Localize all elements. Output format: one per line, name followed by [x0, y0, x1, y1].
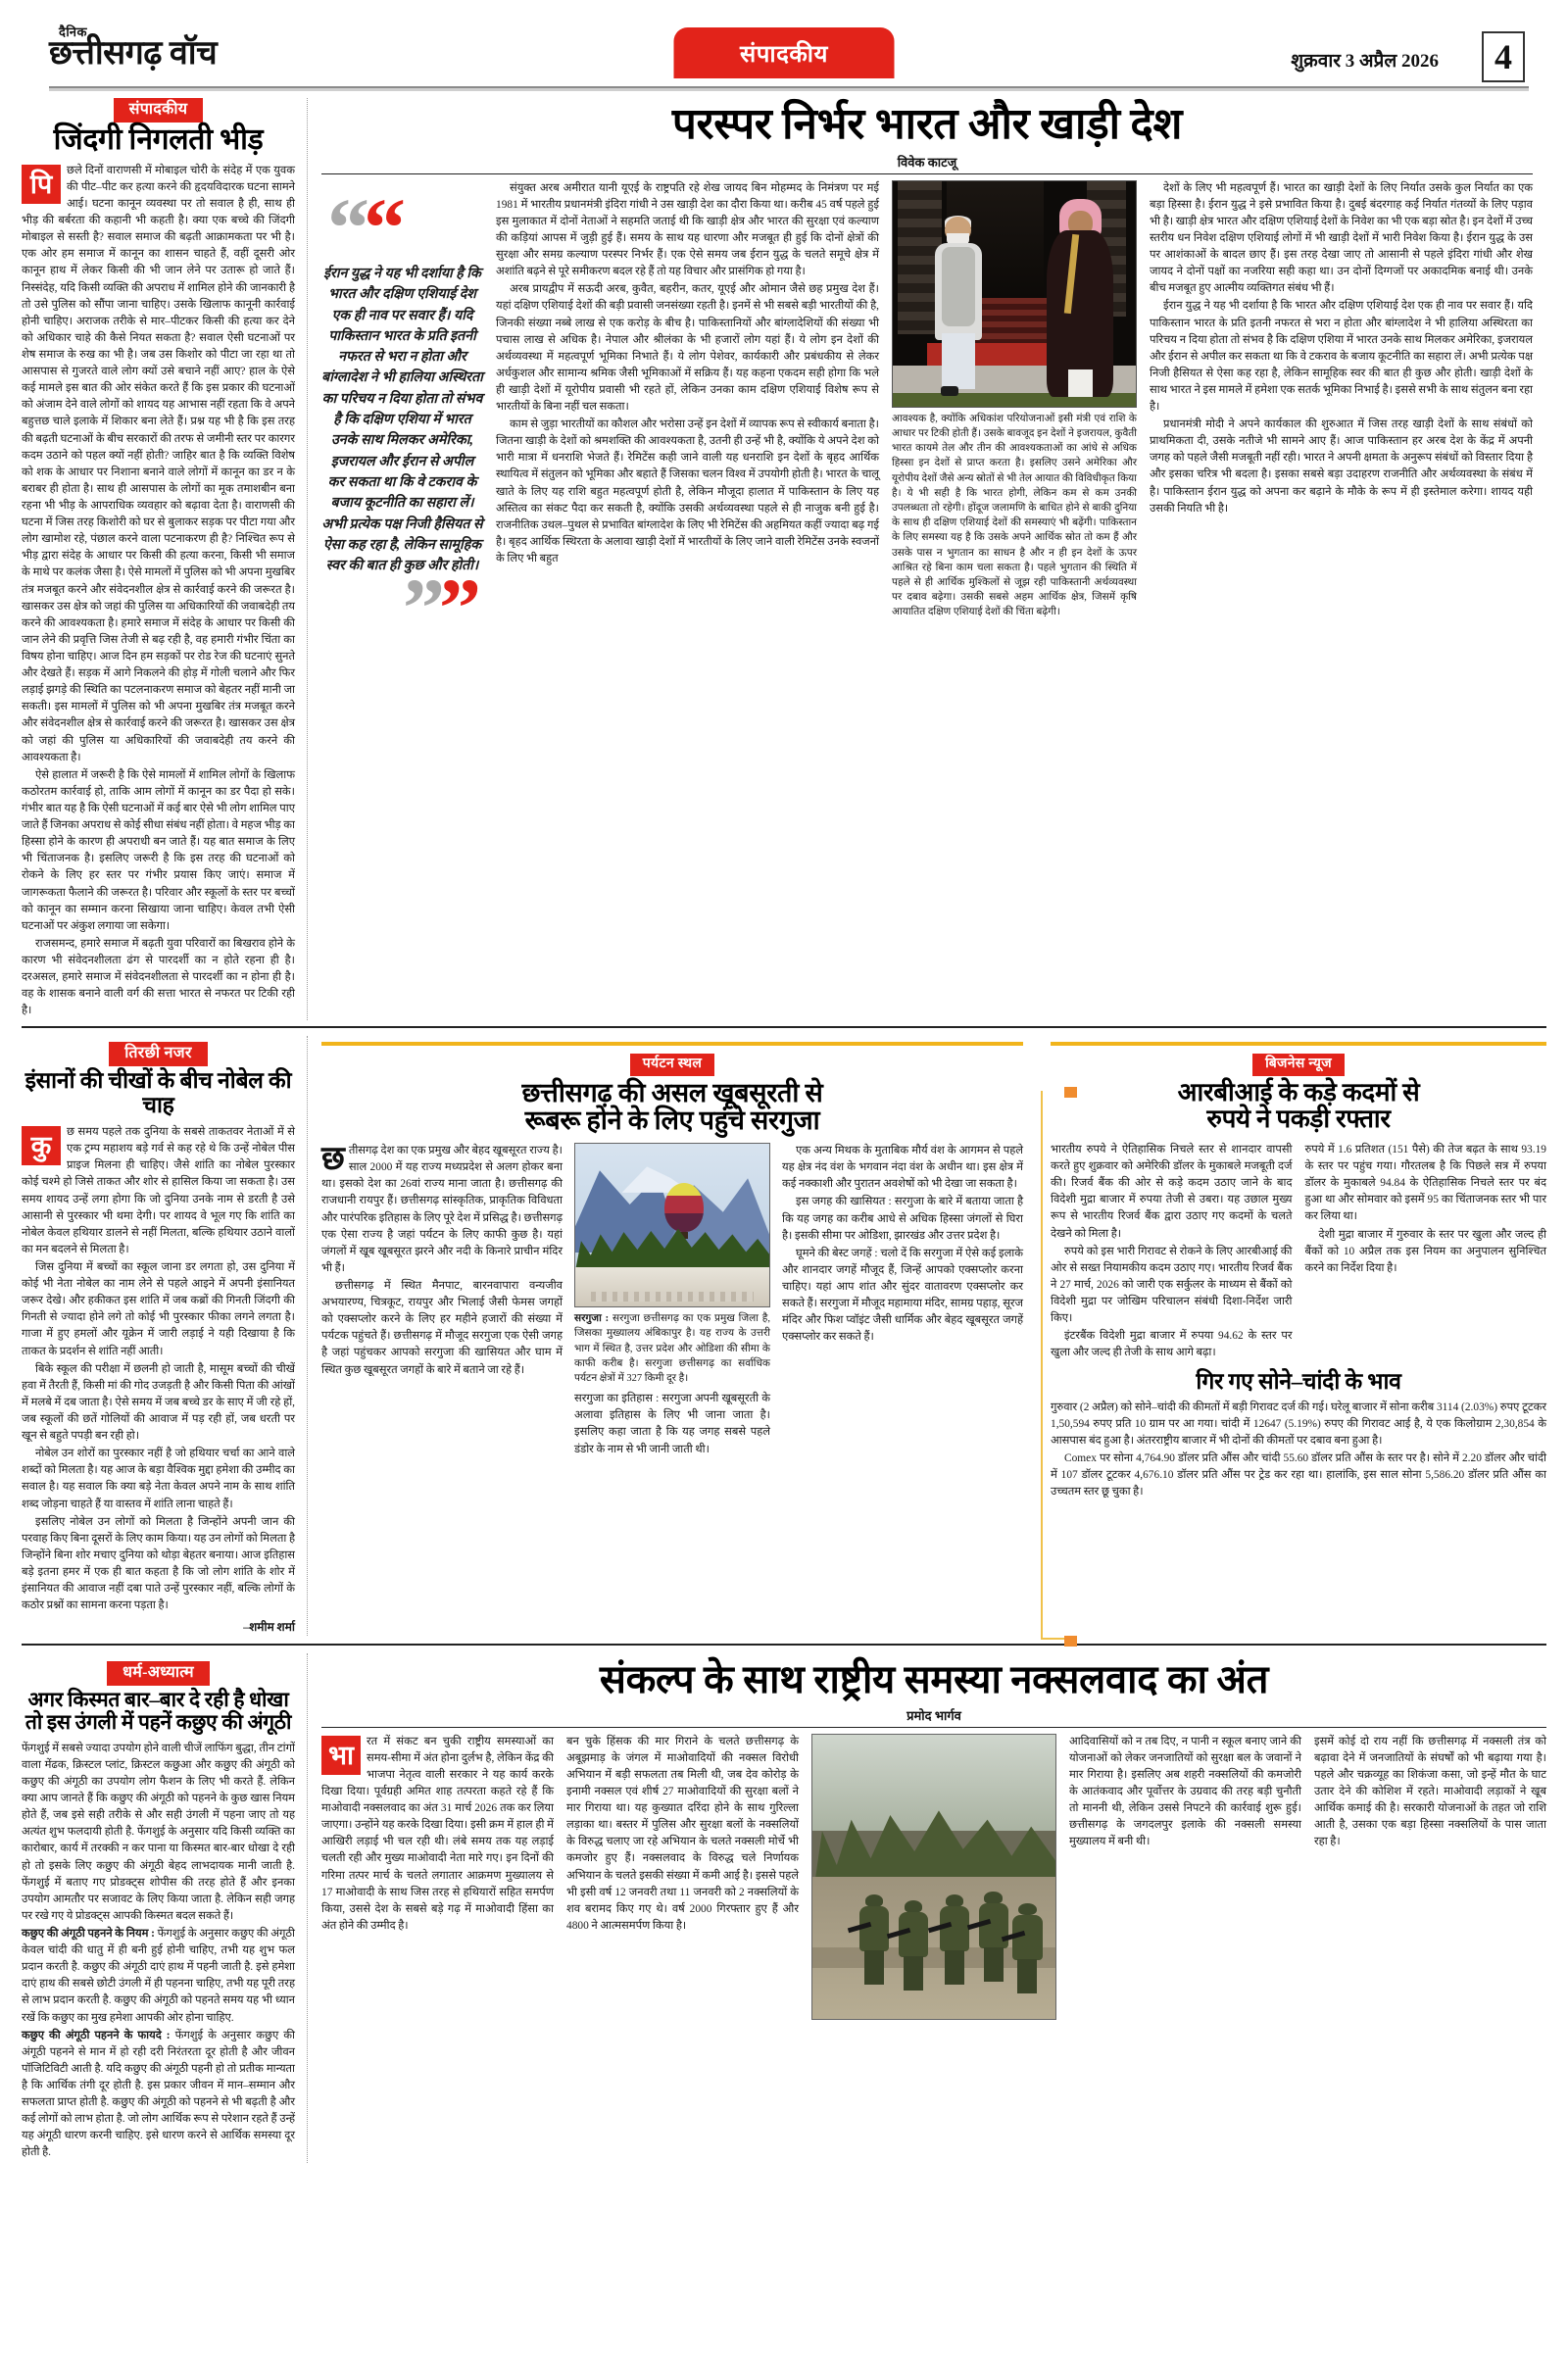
masthead [22, 18, 1546, 94]
business-headline-1: आरबीआई के कड़े कदमों से [1177, 1077, 1420, 1106]
dharma-sec2-title: कछुए की अंगूठी पहनने के फायदे : [22, 2029, 171, 2041]
dharma-sec1-title: कछुए की अंगूठी पहनने के नियम : [22, 1928, 155, 1940]
tourism-headline-1: छत्तीसगढ़ की असल खूबसूरती से [521, 1077, 823, 1107]
naxal-photo-block [811, 1734, 1056, 2020]
main-col-2-text [1150, 180, 1533, 517]
photo-security-patrol [811, 1734, 1056, 2020]
gold-para-1: गुरुवार (2 अप्रैल) को सोने–चांदी की कीमतों में बड़ी गिरावट दर्ज की गई। घरेलू बाजार में सोना करीब 3114 (2.03%) रुपए टूटकर 1,50,594 रुपए प्रति 10 ग्राम पर आ गया। चांदी में 12647 (5.19%) रुपए की गिरावट आई है, ये एक किलोग्राम 2,30,854 के आसपास बंद हुआ है। अंतरराष्ट्रीय बाजार में भी दोनों की कीमतों पर दबाव बना हुआ है। [1051, 1401, 1546, 1447]
main-col-1-text [496, 180, 879, 568]
newspaper-logo[interactable] [49, 25, 217, 72]
naxal-headline: संकल्प के साथ राष्ट्रीय समस्या नक्सलवाद का अंत [599, 1657, 1269, 1702]
tourism-photo-block [574, 1143, 770, 1459]
naxal-col-4 [1314, 1734, 1546, 2020]
business-hook-dot-top [1064, 1087, 1077, 1098]
section-tab-editorial: संपादकीय [674, 27, 895, 78]
main-photo-caption: आवश्यक है, क्योंकि अधिकांश परियोजनाओं इसी मंत्री एवं राशि के आधार पर टिकी होती हैं। उसके बावजूद इन देशों ने इजरायल, कुवैती भारत कायमे तेल और तीन की आवश्यकताओं का आंधे से अधिक हिस्सा इन देशों से प्राप्त करता है। इसलिए उसने अमेरिका और यूरोपीय देशों जैसे अन्य स्रोतों से भी तेल आयात की विविधीकृत किया है। ये भी सही है कि भारत होगी, लेकिन कम से कम उनकी उपलब्धता तो रहेगी। होंदूज जलामणि के बाधित होने से बाकी दुनिया के साथ ही दक्षिण एशियाई देशों की समस्याएं भी बढ़ेंगी। पाकिस्तान के लिए समस्या यह है कि उसके अपने आर्थिक स्रोत तो कम हैं और उसके पास न भुगतान का साधन है और न ही इन देशों के ऊपर आश्रित रहे बिना काम चला सकता है। पहले भुगतान की स्थिति में पहले से ही आर्थिक मुश्किलों से जूझ रही पाकिस्तानी अर्थव्यवस्था पर दबाव बढ़ेगा। उसकी सबसे अहम आर्थिक क्षेत्र, जिसमें कृषि आयातित दक्षिण एशियाई देशों की चिंता बढ़ेगी। [892, 413, 1137, 618]
logo-prefix: दैनिक [59, 25, 87, 39]
dharma-headline-2: तो इस उंगली में पहनें कछुए की अंगूठी [24, 1709, 292, 1734]
tourism-col-history [574, 1391, 770, 1457]
naxal-col-2 [566, 1734, 799, 2020]
page-number: 4 [1482, 31, 1525, 82]
main-col-2 [1150, 180, 1533, 635]
tourism-para-5: इस जगह की खासियत : सरगुजा के बारे में बताया जाता है कि यह जगह का करीब आधे से अधिक हिस्सा जंगलों से घिरा है। इसकी सीमा पर ओडिशा, झारखंड और उत्तर प्रदेश है। [782, 1196, 1023, 1242]
editorial-dropcap: पि [22, 165, 61, 204]
business-hook-line [1041, 1091, 1070, 1640]
naxal-para-4: इसमें कोई दो राय नहीं कि छत्तीसगढ़ में नक्सली तंत्र को बढ़ावा देने में जनजातियों के संघर्षों को भी बढ़ाया गया है। पहले और चक्रव्यूह का शिकंजा कसा, जो इन्हें मौत के घाट उतार देने की कोशिश में रहते। माओवादी लड़ाकों ने खूब आर्थिक कमाई की है। सरकारी योजनाओं के तहत जो राशि आती है, उसका एक बड़ा हिस्सा नक्सलियों के पास जाता रहा है। [1314, 1735, 1546, 1848]
tourism-para-6: घूमने की बेस्ट जगहें : चलो दें कि सरगुजा में ऐसे कई इलाके और शानदार जगहें मौजूद हैं, जिन्हें आपको एक्सप्लोर करना चाहिए। यहां आप शांत और सुंदर वातावरण एक्सप्लोर कर सकते हैं। सरगुजा में मौजूद महामाया मंदिर, सामग्र पहाड़, सूरज मंदिर और फिश प्वॉइंट जैसी धार्मिक और बेहद खूबसूरत जगहें एक्सप्लोर कर सकते हैं। [782, 1247, 1023, 1344]
business-para-3: रुपये को इस भारी गिरावट से रोकने के लिए आरबीआई की ओर से सख्त नियामकीय कदम उठाए गए। भारतीय रिजर्व बैंक ने 27 मार्च, 2026 को जारी एक सर्कुलर के माध्यम से बैंकों को विदेशी मुद्रा पर जोखिम परिचालन संबंधी दिशा-निर्देश जारी किए। [1051, 1245, 1293, 1325]
gold-body [1051, 1400, 1546, 1501]
business-col-2 [1305, 1142, 1547, 1362]
main-para-b: अरब प्रायद्वीप में सऊदी अरब, कुवैत, बहरीन, कतर, यूएई और ओमान जैसे छह प्रमुख देश हैं। यहां दक्षिण एशियाई देशों की बड़ी प्रवासी जनसंख्या रहती है। इनमें से भी सबसे बड़ी भारतीयों की है, जिनकी संख्या नब्बे लाख से एक करोड़ के बीच है। पाकिस्तानियों और बांग्लादेशियों की संख्या भी पचास लाख से अधिक है। नेपाल और श्रीलंका के भी हजारों लोग यहां हैं। ये लोग इन देशों की अर्थव्यवस्था में महत्वपूर्ण भूमिका निभाते हैं। ये लोग पेशेवर, कार्यकारी और प्रबंधकीय से लेकर अर्धकुशल और सामान्य श्रमिक जैसी भूमिकाओं में सक्रिय हैं। यह कहना एकदम सही होगा कि भले ही खाड़ी देशों में यूरोपीय प्रवासी भी रहते हों, लेकिन उनका काम दक्षिण एशियाई विशेष रूप से भारतीयों के बिना नहीं चल सकता। [496, 283, 879, 414]
zone-divider-1 [22, 1026, 1546, 1028]
tourism-para-2: छत्तीसगढ़ में स्थित मैनपाट, बारनवापारा वन्यजीव अभयारण्य, चित्रकूट, रायपुर और भिलाई जैसी फेमस जगहों को एक्सप्लोर करने के लिए हर महीने हजारों की संख्या में पर्यटक पहुंचते हैं। छत्तीसगढ़ में मौजूद सरगुजा एक ऐसी जगह है जहां पहुंचकर आपको सरगुजा की खासियत और घाम में स्थित कुछ खूबसूरत जगहों के बारे में बताने जा रहे हैं। [321, 1279, 563, 1376]
main-article-body [321, 179, 1533, 656]
bottom-zone [22, 1653, 1546, 2162]
editorial-para-3: राजसमन्द, हमारे समाज में बढ़ती युवा परिवारों का बिखराव होने के कारण भी संवेदनशीलता ढंग से पारदर्शी का न होते रहना ही है। दरअसल, हमारे समाज में संवेदनशीलता से पारदर्शी का न होना ही है। वह के शासक बनाने वाली वर्ग की सत्ता भारत से नफरत पर टिकी रही है। [22, 937, 295, 1017]
masthead-rule [49, 86, 1529, 91]
naxal-para-3: आदिवासियों को न तब दिए, न पानी न स्कूल बनाए जाने की योजनाओं को लेकर जनजातियों को सुरक्षा बल के जवानों ने मार गिराया है। इसलिए अब शहरी नक्सलियों की कमजोरी के आतंकवाद और पूर्वोत्तर के उग्रवाद की तरह बड़ी चुनौती तो माननी थी, लेकिन उससे निपटने की कार्रवाई शुरू हुई। छत्तीसगढ़ के जगदलपुर इलाके की नक्सली समस्या मुख्यालय में बनी थी। [1069, 1735, 1301, 1848]
zone-divider-2 [22, 1644, 1546, 1646]
dharma-tab: धर्म-अध्यात्म [107, 1661, 210, 1686]
naxal-para-1: रत में संकट बन चुकी राष्ट्रीय समस्याओं का समय-सीमा में अंत होना दुर्लभ है, लेकिन केंद्र की भाजपा नेतृत्व वाली सरकार ने यह कार्य करके दिखा दिया। पूर्वग्रही अमित शाह तत्परता कहते रहे हैं कि माओवादी नक्सलवाद का अंत 31 मार्च 2026 तक कर लिया जाएगा। उन्होंने यह करके दिखा दिया। इसी क्रम में हाल ही में आखिरी लड़ाई भी चल रही थी। लंबे समय तक यह लड़ाई चलती रही और मुख्य माओवादी नेता मारे गए। इन दिनों की गरिमा तत्पर मार्च के चलते लगातार आक्रमण मुख्यालय से 17 माओवादी के साथ जिस तरह से हथियारों सहित समर्पण किया, उससे देश के सबसे बड़े गढ़ में माओवादी हिंसा का अंत होने की उम्मीद है। [321, 1735, 554, 1932]
byline-rule [321, 173, 1533, 174]
tourism-column [308, 1036, 1037, 1636]
main-byline: विवेक काटजू [897, 154, 957, 170]
tirchi-para-5: इसलिए नोबेल उन लोगों को मिलता है जिन्होंने अपनी जान की परवाह किए बिना दूसरों के लिए काम किया। यह उन लोगों को मिलता है जिन्होंने बिना शोर मचाए दुनिया को थोड़ा बेहतर बनाया। आज इतिहास बड़े इतना हमर में एक ही बात कहता है कि जो लोग शांति के शोर में इंसानियत की आवाज नहीं दबा पाते उन्हें पुरस्कार नहीं, बल्कि लोगों के कठोर प्रश्नों का सामना करना पड़ता है। [22, 1515, 295, 1612]
tourism-tab: पर्यटन स्थल [630, 1054, 714, 1076]
tourism-col-1 [321, 1143, 563, 1379]
business-column [1037, 1036, 1546, 1636]
naxal-byline: प्रमोद भार्गव [906, 1707, 961, 1723]
top-zone [22, 98, 1546, 1020]
gold-para-2: Comex पर सोना 4,764.90 डॉलर प्रति औंस और चांदी 55.60 डॉलर प्रति औंस के स्तर पर है। सोने में 2.20 डॉलर और चांदी में 107 डॉलर टूटकर 4,676.10 डॉलर प्रति औंस पर ट्रेड कर रहा था। हालांकि, इस साल सोना 5,586.20 डॉलर प्रति औंस का उच्चतम स्तर छू चुका है। [1051, 1452, 1546, 1499]
naxal-col-3 [1069, 1734, 1301, 2020]
tirchi-body [22, 1124, 295, 1636]
main-headline: परस्पर निर्भर भारत और खाड़ी देश [671, 100, 1183, 148]
tourism-caption-label: सरगुजा : [574, 1313, 610, 1325]
business-body [1051, 1142, 1546, 1362]
photo-sarguja-landscape [574, 1143, 770, 1307]
main-photo-block [892, 180, 1137, 635]
business-hook-dot-bottom [1064, 1636, 1077, 1647]
logo-title: छत्तीसगढ़ वॉच [49, 35, 218, 72]
tirchi-credit: –शमीम शर्मा [243, 1620, 295, 1635]
business-headline-2: रुपये ने पकड़ी रफ्तार [1206, 1105, 1391, 1134]
tirchi-para-2: जिस दुनिया में बच्चों का स्कूल जाना डर लगता हो, उस दुनिया में कोई भी नेता नोबेल का नाम लेने से पहले आइने में अपनी इंसानियत जरूर देखे। और हकीकत इस शांति में जब कब्रों की गिनती जिंदगी की गिनती से ज्यादा होने लगे तो कोई भी पुरस्कार फीका लगने लगता है। गाजा में हुए हमलों और यूक्रेन में जारी लड़ाई ने यही दिखाया है कि ताकत के प्रदर्शन से शांति नहीं आती। [22, 1261, 295, 1357]
editorial-column [22, 98, 308, 1020]
editorial-headline: जिंदगी निगलती भीड़ [53, 123, 264, 156]
gold-silver-box [1051, 1370, 1546, 1500]
tirchi-headline: इंसानों की चीखों के बीच नोबेल की चाह [24, 1068, 292, 1117]
business-para-4: इंटरबैंक विदेशी मुद्रा बाजार में रुपया 94.62 के स्तर पर खुला और जल्द ही तेजी के साथ आगे बढ़ा। [1051, 1330, 1293, 1359]
tirchi-dropcap: कु [22, 1126, 61, 1165]
tourism-caption-text: सरगुजा छत्तीसगढ़ का एक प्रमुख जिला है, जिसका मुख्यालय अंबिकापुर है। यह राज्य के उत्तरी भाग में स्थित है, उत्तर प्रदेश और ओडिशा की सीमा के काफी करीब है। सरगुजा छत्तीसगढ़ का सर्वाधिक पर्यटन क्षेत्रों में 327 किमी दूर है। [574, 1313, 771, 1384]
business-col-1 [1051, 1142, 1293, 1362]
business-para-5: देशी मुद्रा बाजार में गुरुवार के स्तर पर खुला और जल्द ही बैंकों को 10 अप्रैल तक इस नियम का अनुपालन सुनिश्चित करने का निर्देश दिया है। [1304, 1228, 1546, 1274]
main-para-e: ईरान युद्ध ने यह भी दर्शाया है कि भारत और दक्षिण एशियाई देश एक ही नाव पर सवार हैं। यदि पाकिस्तान भारत के प्रति इतनी नफरत से भरा न होता और बांग्लादेश ने भी हालिया अस्थिरता का परिचय न दिया होता तो संभव है कि दक्षिण एशिया में भारत उनके साथ मिलकर अमेरिका, इजरायल और ईरान से अपील कर सकता था कि वे टकराव के बजाय कूटनीति का सहारा लें। अभी प्रत्येक पक्ष निजी हैसियत से ऐसा कह रहा है, लेकिन सामूहिक स्वर की बात ही कुछ और होती। खाड़ी देशों के साथ भारत ने इस मामले में हमेशा एक सतर्क भूमिका निभाई है। इससे सभी के साथ संतुलन बना रहा है। [1150, 300, 1533, 414]
middle-zone [22, 1036, 1546, 1636]
tirchi-column [22, 1036, 308, 1636]
tourism-photo-caption [574, 1311, 770, 1386]
main-para-c: काम से जुड़ा भारतीयों का कौशल और भरोसा उन्हें इन देशों में व्यापक रूप से स्वीकार्य बनाता है। जितना खाड़ी के देशों को श्रमशक्ति की आवश्यकता है, उतनी ही उन्हें भी है, क्योंकि ये अपने देश को भारी मात्रा में धनराशि भेजते हैं। रेमिटेंस कही जाने वाली यह धनराशि इन देशों के बृहद आर्थिक स्थायित्व में संतुलन को भूमिका और बहाते हैं जिसका चलन विश्व में उपयोगी होती है। भारत के चालू खाते के लिए यह राशि बहुत महत्वपूर्ण होती है, लेकिन मौजूदा हालात में पाकिस्तान के लिए यह अस्तित्व का संकट पैदा कर सकती है, क्योंकि उसकी अर्थव्यवस्था पहले से ही नाजुक बनी हुई है। राजनीतिक उथल–पुथल से प्रभावित बांग्लादेश के लिए भी रेमिटेंस की अहमियत कहीं ज्यादा बढ़ गई है। बृहद आर्थिक स्थिरता के अलावा खाड़ी देशों में भारतीयों के लिए जाने वाली रेमिटेंस उनके स्वजनों के लिए भी बहुत [496, 418, 879, 565]
main-headline-wrap [321, 102, 1533, 148]
main-col-1 [496, 180, 879, 635]
main-para-f: प्रधानमंत्री मोदी ने अपने कार्यकाल की शुरुआत में जिस तरह खाड़ी देशों के साथ संबंधों को प्राथमिकता दी, उसके नतीजे भी सामने आए हैं। आज पाकिस्तान हर अरब देश के केंद्र में अपनी जगह को पहले जैसी मजबूती नहीं रही। भारत ने अपनी क्षमता के अनुरूप संबंधों को विस्तार दिया है और इसका चरित्र भी बदला है। इसका सबसे बड़ा उदाहरण राजनीति और अर्थव्यवस्था के संबंध में है। पाकिस्तान ईरान युद्ध को अपना कर बढ़ाने के मौके के रूप में ही इस्तेमाल करेगा। शायद यही उसकी नियति भी है। [1150, 418, 1533, 515]
dharma-sec2-text: फेंगशुई के अनुसार कछुए की अंगूठी पहनने से मान में हो रही दरी निरंतरता दूर होती है और जीवन पॉजिटिविटी आती है. यदि कछुए की अंगूठी पहनी हो तो प्रतीक मान्यता है कि आर्थिक तंगी दूर होती है. इस प्रकार जीवन में मान–सम्मान और सफलता प्राप्त होती है. कछुए की अंगूठी को पहनने से भी बढ़ती है और कई लोगों को लाभ होता है. जो लोग आर्थिक रूप से परेशान रहते हैं उन्हें यह अंगूठी धारण करनी चाहिए. इसे धारण करने से आर्थिक समस्या दूर होती है. [22, 2029, 296, 2159]
business-para-2: रुपये में 1.6 प्रतिशत (151 पैसे) की तेज बढ़त के साथ 93.19 के स्तर पर पहुंच गया। गौरतलब है कि पिछले सत्र में रुपया डॉलर के मुकाबले 94.84 के ऐतिहासिक निचले स्तर पर बंद हुआ था और सोमवार को इसमें 95 का चिंताजनक स्तर भी पार कर लिया था। [1304, 1143, 1546, 1223]
dharma-body [22, 1741, 295, 2162]
editorial-para-1: छले दिनों वाराणसी में मोबाइल चोरी के संदेह में एक युवक की पीट–पीट कर हत्या करने की हृदयविदारक घटना सामने आई। घटना कानून व्यवस्था पर तो सवाल है ही, साथ ही भीड़ की बर्बरता की कहानी भी कहती है। क्या एक बच्चे की जिंदगी मोबाइल से सस्ती है? सवाल समाज की बढ़ती आक्रामकता पर भी है। एक ओर हम समाज में कानून का शासन चाहते हैं, वहीं दूसरी ओर कानून हाथ में लेकर किसी की भी जान लेने पर उतारू हो जाते हैं। निस्संदेह, यदि किसी व्यक्ति की अपराध में शामिल होने की जानकारी है तो उसे पुलिस को सौंपा जाना चाहिए। उसके खिलाफ कानूनी कार्रवाई होनी चाहिए। अराजक तरीके से मार–पीटकर किसी की हत्या कर देने को अधिकार चाहे की कैसे नियत सकता है? सवाल ऐसी घटनाओं पर शेष समाज के रुख का भी है। जब उस किशोर को पीटा जा रहा था तो आसपास से गुजरते वाले लोग क्यों उसे बचाने नहीं आए? हाल के ऐसे कई मामले इस बात की ओर संकेत करते हैं कि इस प्रकार की घटनाओं को अंजाम देने वाले लोगों को शायद यह आभास नहीं रहता कि वे अपने बहुत्तछ चाले इलाके में शिकार बना लेते हैं। प्रश्न यह भी है कि इस तरह की बढ़ती घटनाओं के बीच सरकारों की तरफ से जमीनी स्तर पर कारगर कदम उठाने को पहल क्यों नहीं होती? जाहिर बात है कि व्यक्ति विशेष को शक के आधार पर निशाना बनाने वाले लोगों में कानून का डर न के बराबर ही होता है। साथ ही आसपास के लोगों का मूक तमाशबीन बना रहना भी भीड़ के आपराधिक व्यवहार को बढ़ावा देता है। वाराणसी की घटना में जिस तरह किशोरी को घर से बुलाकर सड़क पर पीटा गया और लोग खामोश रहे, पंछाल करने वाला पटनाकरण ही है? निश्चित रूप से भीड़ द्वारा संदेह के आधार पर किसी की हत्या करना, किसी भी समाज के माथे पर कलंक जैसा है। ऐसे मामलों में पुलिस को भी अपना मुखबिर तंत्र मजबूत करने और संवेदनशील क्षेत्र से कार्रवाई करने की जरूरत है। खासकर उस क्षेत्र को जहां की पुलिस या अधिकारियों की जवाबदेही तय करने की आवश्यकता है। हमारे समाज में संदेह के आधार पर किसी की जान लेने की प्रवृत्ति जिस तेजी से बढ़ रही है, वह हमारी गंभीर चिंता का विषय होना चाहिए। आज दिन हम सड़कों पर रोड रेज की घटनाएं सुनते और देखते हैं। सड़क में आगे निकलने की होड़ में गोली चलाने और फिर लड़ाई झगड़े की स्थिति का पटलनाकरण समाज को बेहतर नहीं मानी जा सकती। इस मामलों में पुलिस को भी अपना मुखबिर तंत्र मजबूत करने और संवेदनशील क्षेत्र से कार्रवाई करने की जरूरत है। खासकर उस क्षेत्र को जहां की पुलिस या अधिकारियों की जवाबदेही तय करने की आवश्यकता है। [22, 164, 295, 763]
photo-modi-mbs [892, 180, 1137, 408]
tourism-para-3: सरगुजा का इतिहास : सरगुजा अपनी खूबसूरती के अलावा इतिहास के लिए भी जाना जाता है। इसलिए कहा जाता है कि यह जगह सबसे पहले डंडोर के नाम से भी जानी जाती थी। [574, 1393, 770, 1455]
main-para-a: संयुक्त अरब अमीरात यानी यूएई के राष्ट्रपति रहे शेख जायद बिन मोहम्मद के निमंत्रण पर मई 1981 में भारतीय प्रधानमंत्री इंदिरा गांधी ने उस खाड़ी देश का दौरा किया था। करीब 45 वर्ष पहले हुई इस मुलाकात में दोनों नेताओं ने सहमति जताई थी कि खाड़ी क्षेत्र और भारत की सुरक्षा एवं कल्याण की कड़ियां आपस में जुड़ी हुई हैं। समय के साथ यह धारणा और मजबूत ही हुई कि दोनों क्षेत्रों की सुरक्षा और समग्र कल्याण परस्पर निर्भर हैं। एक ऐसे समय जब ईरान युद्ध के चलते समूचे क्षेत्र में अशांति बढ़ने से पूरे समीकरण बदल रहे हैं तो यह विचार और प्रासंगिक हो गया है। [496, 181, 879, 278]
business-yellow-rule [1051, 1042, 1546, 1046]
dharma-sec1-text: फेंगशुई के अनुसार कछुए की अंगूठी केवल चांदी की धातु में ही बनी हुई होनी चाहिए, तभी यह शुभ फल प्रदान करती है. कछुए की अंगूठी दाएं हाथ में पहनी जाती है. इसे हमेशा दाएं हाथ की सबसे छोटी उंगली में ही पहनना चाहिए, तभी यह पूरी तरह से लाभ प्रदान करती है. कछुए की अंगूठी को पहनते समय यह भी ध्यान रखें कि कछुए का मुख हमेशा आपकी ओर होना चाहिए. [22, 1928, 295, 2024]
naxal-col-1 [321, 1734, 554, 2020]
editorial-tab: संपादकीय [114, 98, 204, 123]
editorial-headline-wrap [22, 124, 295, 156]
tourism-headline-2: रूबरू होने के लिए पहुंचे सरगुजा [524, 1106, 820, 1136]
naxal-dropcap: भा [321, 1736, 361, 1775]
naxal-byline-rule [321, 1727, 1546, 1728]
tourism-col-3 [782, 1143, 1023, 1346]
tourism-dropcap: छ [321, 1141, 345, 1178]
tirchi-para-1: छ समय पहले तक दुनिया के सबसे ताकतवर नेताओं में से एक ट्रम्प महाशय बड़े गर्व से कह रहे थे कि उन्हें नोबेल पीस प्राइज मिलना ही चाहिए। जैसे शांति का नोबेल पुरस्कार कोई चश्मे हो जिसे ताकत और शोर से हासिल किया जा सकता है। उस समय शायद उन्हें लगा होगा कि जो दुनिया उनके नाम से डरती है उसे आसानी से पुरस्कार भी थमा देगी। पर शायद वे भूल गए कि शांति का नोबेल केवल हथियार डालने से नहीं मिलता, बल्कि हथियार उठाने वालों का मन बदलने से मिलता है। [22, 1126, 295, 1255]
dharma-headline-1: अगर किस्मत बार–बार दे रही है धोखा [27, 1688, 289, 1712]
naxal-article [308, 1653, 1546, 2162]
gold-headline: गिर गए सोने–चांदी के भाव [1196, 1369, 1401, 1395]
tourism-yellow-rule [321, 1042, 1023, 1046]
naxal-para-2: बन चुके हिंसक की मार गिराने के चलते छत्तीसगढ़ के अबूझमाड़ के जंगल में माओवादियों की नक्सल विरोधी अभियान में बड़ी सफलता तब मिली थी, जब देव कोरोड़ के इनामी नक्सल एवं शीर्ष 27 माओवादियों की सुरक्षा बलों ने मार गिराया था। यह कुख्यात दरिंदा होने के साथ गुरिल्ला लड़ाका था। बस्तर में पुलिस और सुरक्षा बलों के नक्सलियों के विरुद्ध चलाए जा रहे अभियान के चलते नक्सली मोर्चे भी कमजोर हुए हैं। नक्सलवाद के विरुद्ध चले निर्णायक अभियान के चलते इसकी संख्या में कमी आई है। इससे पहले भी इसी वर्ष 12 जनवरी तथा 11 जनवरी को 2 नक्सलियों के शव बरामद किए गए थे। वर्ष 2000 गिरफ्तार हुए हैं और 4800 ने आत्मसमर्पण किया है। [566, 1735, 799, 1932]
business-tab: बिजनेस न्यूज [1252, 1054, 1345, 1076]
dharma-column [22, 1653, 308, 2162]
editorial-body [22, 163, 295, 1020]
tirchi-para-3: बिके स्कूल की परीक्षा में छलनी हो जाती है, मासूम बच्चों की चीखें हवा में तैरती हैं, किसी मां की गोद उजड़ती है और किसी पिता की आंखों में मलबे में दब जाता है। ऐसे समय में जब बच्चे डर के साए में जी रहे हों, जब स्कूलों की छतें गोलियों की आवाज में पड़ रही हों, जब धरती पर खून से बहुते पपड़ी बन रही हो। [22, 1362, 295, 1443]
pull-quote-text: ईरान युद्ध ने यह भी दर्शाया है कि भारत और दक्षिण एशियाई देश एक ही नाव पर सवार हैं। यदि पाकिस्तान भारत के प्रति इतनी नफरत से भरा न होता और बांग्लादेश ने भी हालिया अस्थिरता का परिचय न दिया होता तो संभव है कि दक्षिण एशिया में भारत उनके साथ मिलकर अमेरिका, इजरायल और ईरान से अपील कर सकता था कि वे टकराव के बजाय कूटनीति का सहारा लें। अभी प्रत्येक पक्ष निजी हैसियत से ऐसा कह रहा है, लेकिन सामूहिक स्वर की बात ही कुछ और होती। [321, 265, 483, 574]
tourism-para-4: एक अन्य मिथक के मुताबिक मौर्य वंश के आगमन से पहले यह क्षेत्र नंद वंश के भगवान नंदा वंश के अधीन था। इस क्षेत्र में कई नक्काशी और पुरातन अवशेषों को भी देखा जा सकता है। [782, 1145, 1023, 1191]
tourism-body [321, 1143, 1023, 1459]
tirchi-para-4: नोबेल उन शोरों का पुरस्कार नहीं है जो हथियार चर्चा का आने वाले शब्दों को मिलता है। यह आज के बड़ा वैश्विक मुद्दा हमेशा की उम्मीद का सवाल है। यह सवाल कि क्या बड़े नेता केवल अपने नाम के साथ शांति शब्द जोड़ना चाहते हैं या वास्तव में शांति लाना चाहते हैं। [22, 1448, 295, 1510]
tirchi-tab: तिरछी नजर [109, 1042, 208, 1066]
main-para-d: देशों के लिए भी महत्वपूर्ण हैं। भारत का खाड़ी देशों के लिए निर्यात उसके कुल निर्यात का एक बड़ा हिस्सा है। ईरान युद्ध ने इसे प्रभावित किया है। दुबई बंदरगाह कई निर्यात गंतव्यों के लिए पड़ाव भी है। खाड़ी क्षेत्र भारत और दक्षिण एशियाई देशों के निवेश का भी एक बड़ा स्रोत है। इन देशों में उच्च स्तरीय धन निवेश दक्षिण एशियाई लोगों में भी खाड़ी देशों में भारी निवेश किया है। ईरान युद्ध के उस पर आशंकाओं के बादल छाए हैं। इस तरह देखा जाए तो आसानी से पहले इंदिरा गांधी और शेख जायद ने दोनों पक्षों का नजरिया सही कहा था। उन दोनों दिग्गजों पर अकादमिक बनाई थी। उनके बीच मजबूत हुए आत्मीय व्यक्तिगत संबंध भी हैं। [1150, 181, 1533, 295]
pull-quote-block [321, 179, 483, 656]
tourism-para-1: तीसगढ़ देश का एक प्रमुख और बेहद खूबसूरत राज्य है। साल 2000 में यह राज्य मध्यप्रदेश से अलग होकर बना था। इसको देश का 26वां राज्य माना जाता है। छत्तीसगढ़ की राजधानी रायपुर हैं। छत्तीसगढ़ सांस्कृतिक, प्राकृतिक विविधता और पारंपरिक इतिहास के लिए पूरे देश में प्रसिद्ध है। छत्तीसगढ़ एक ऐसा राज्य है जहां पर्यटन के लिए काफी कुछ है। यहां जंगलों में खूब खूबसूरत झरने और नदी के किनारे प्राचीन मंदिर भी हैं। [321, 1145, 563, 1274]
main-article [308, 98, 1546, 1020]
business-para-1: भारतीय रुपये ने ऐतिहासिक निचले स्तर से शानदार वापसी करते हुए शुक्रवार को अमेरिकी डॉलर के मुकाबले मजबूती दर्ज की। रिजर्व बैंक की ओर से कड़े कदम उठाए जाने के बाद विदेशी मुद्रा बाजार में रुपया तेजी से उबरा। यह उछाल मुख्य रूप से भारतीय रिजर्व बैंक द्वारा उठाए गए कदमों के चलते देखने को मिला है। [1051, 1143, 1293, 1240]
editorial-para-2: ऐसे हालात में जरूरी है कि ऐसे मामलों में शामिल लोगों के खिलाफ कठोरतम कार्रवाई हो, ताकि आम लोगों में कानून का डर पैदा हो सके। गंभीर बात यह है कि ऐसी घटनाओं में कई बार ऐसे भी लोग शामिल पाए जाते हैं जिनका अपराध से कोई सीधा संबंध नहीं होता। वे महज भीड़ का हिस्सा होने के कारण ही अपराधी बन जाते हैं। यह बात समाज के लिए भी चिंताजनक है। इसलिए जरूरी है कि इस तरह की घटनाओं को रोकने के लिए हर स्तर पर गंभीर प्रयास किए जाएं। समाज में जागरूकता फैलाने की जरूरत है। परिवार और स्कूलों के स्तर पर बच्चों को कानून का सम्मान करना सिखाया जाना चाहिए। केवल तभी ऐसी घटनाओं पर अंकुश लगाया जा सकेगा। [22, 768, 295, 932]
dharma-intro: फेंगशुई में सबसे ज्यादा उपयोग होने वाली चीजें लाफिंग बुद्धा, तीन टांगों वाला मेंढक, क्रिस्टल प्लांट, क्रिस्टल कछुआ और कछुए की अंगूठी को कछुए की अंगूठी का उपयोग लोग फैशन के लिए भी करते हैं. लेकिन क्या आप जानते हैं कि कछुए की अंगूठी को पहनने के कुछ खास नियम होते हैं, जब इसे सही तरीके से और सही उंगली में पहना जाए तो यह अत्यंत शुभ फलदायी होती है. फेंगशुई के अनुसार यदि किसी व्यक्ति का कारोबार, कार्य में तरक्की न कर पाना या किस्मत बार-बार धोखा दे रही हो तो इसके लिए कछुए की अंगूठी बेहद लाभदायक मानी जाती है. फेंगशुई में बताए गए प्रोडक्ट्स शोपीस की तरह होते हैं और इनका उपयोग आमतौर पर सजावट के लिए किया जाता है. लेकिन सही जगह पर रखे गए ये प्रोडक्ट्स आपकी किस्मत बदल सकते हैं। [22, 1742, 295, 1922]
quote-open-icon: ““ [327, 179, 400, 274]
quote-close-icon: ”” [403, 561, 475, 656]
publication-date: शुक्रवार 3 अप्रैल 2026 [1291, 51, 1439, 72]
naxal-body [321, 1734, 1546, 2020]
